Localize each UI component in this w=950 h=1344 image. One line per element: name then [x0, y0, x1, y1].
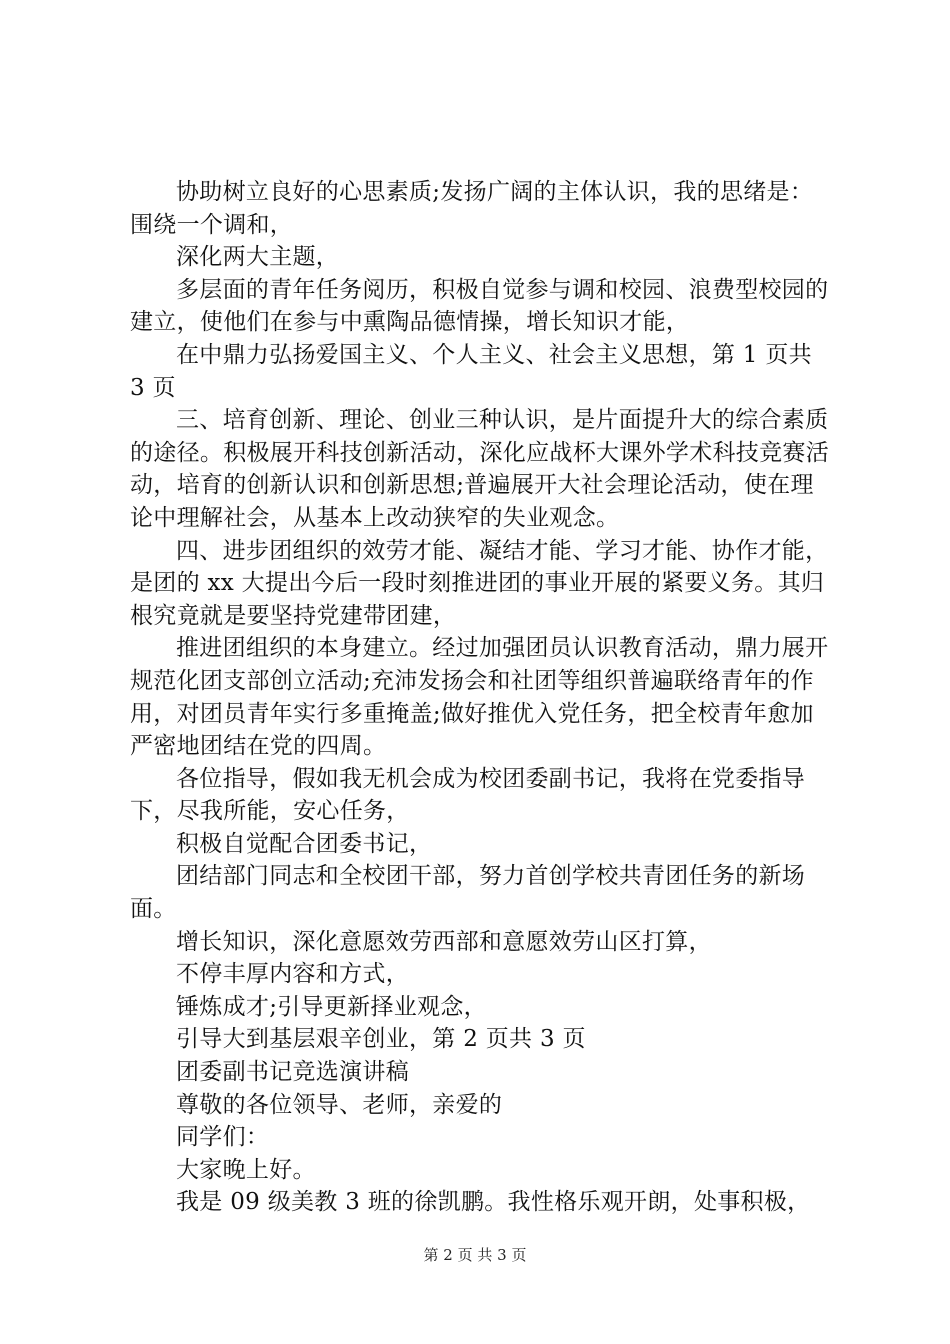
- paragraph: 团结部门同志和全校团干部，努力首创学校共青团任务的新场面。: [130, 863, 806, 923]
- paragraph: 三、培育创新、理论、创业三种认识，是片面提升大的综合素质的途径。积极展开科技创新活动，深化应战杯大课外学术科技竞赛活动，培育的创新认识和创新思想;普遍展开大社会理论活动，使在理论中理解社会，从基本上改动狭窄的失业观念。: [130, 407, 829, 531]
- paragraph: 在中鼎力弘扬爱国主义、个人主义、社会主义思想，第 1 页共 3 页: [130, 341, 812, 401]
- paragraph: 不停丰厚内容和方式，: [176, 961, 409, 988]
- paragraph: 引导大到基层艰辛创业，第 2 页共 3 页: [176, 1026, 586, 1053]
- paragraph: 协助树立良好的心思素质;发扬广阔的主体认识，我的思绪是：围绕一个调和，: [130, 179, 814, 238]
- salutation: 尊敬的各位领导、老师，亲爱的: [176, 1091, 503, 1118]
- paragraph: 积极自觉配合团委书记，: [176, 830, 433, 857]
- page-footer: 第 2 页 共 3 页: [423, 1246, 527, 1264]
- document-body: [130, 176, 832, 1219]
- paragraph: 深化两大主题，: [176, 244, 340, 271]
- paragraph: 各位指导，假如我无机会成为校团委副书记，我将在党委指导下，尽我所能，安心任务，: [130, 765, 806, 825]
- paragraph: 推进团组织的本身建立。经过加强团员认识教育活动，鼎力展开规范化团支部创立活动;充沛发扬会和社团等组织普遍联络青年的作用，对团员青年实行多重掩盖;做好推优入党任务，把全校青年愈加严密地团结在党的四周。: [130, 635, 829, 760]
- paragraph: 锤炼成才;引导更新择业观念，: [176, 993, 487, 1020]
- paragraph: 多层面的青年任务阅历，积极自觉参与调和校园、浪费型校园的建立，使他们在参与中熏陶品德情操，增长知识才能，: [130, 276, 829, 336]
- speech-title: 团委副书记竞选演讲稿: [176, 1059, 409, 1086]
- paragraph: 四、进步团组织的效劳才能、凝结才能、学习才能、协作才能，是团的 xx 大提出今后一段时刻推进团的事业开展的紧要义务。其归根究竟就是要坚持党建带团建，: [130, 537, 829, 629]
- greeting: 大家晚上好。: [176, 1156, 316, 1183]
- paragraph: 我是 09 级美教 3 班的徐凯鹏。我性格乐观开朗，处事积极，: [176, 1189, 811, 1216]
- salutation: 同学们：: [176, 1124, 270, 1151]
- paragraph: 增长知识，深化意愿效劳西部和意愿效劳山区打算，: [176, 928, 712, 955]
